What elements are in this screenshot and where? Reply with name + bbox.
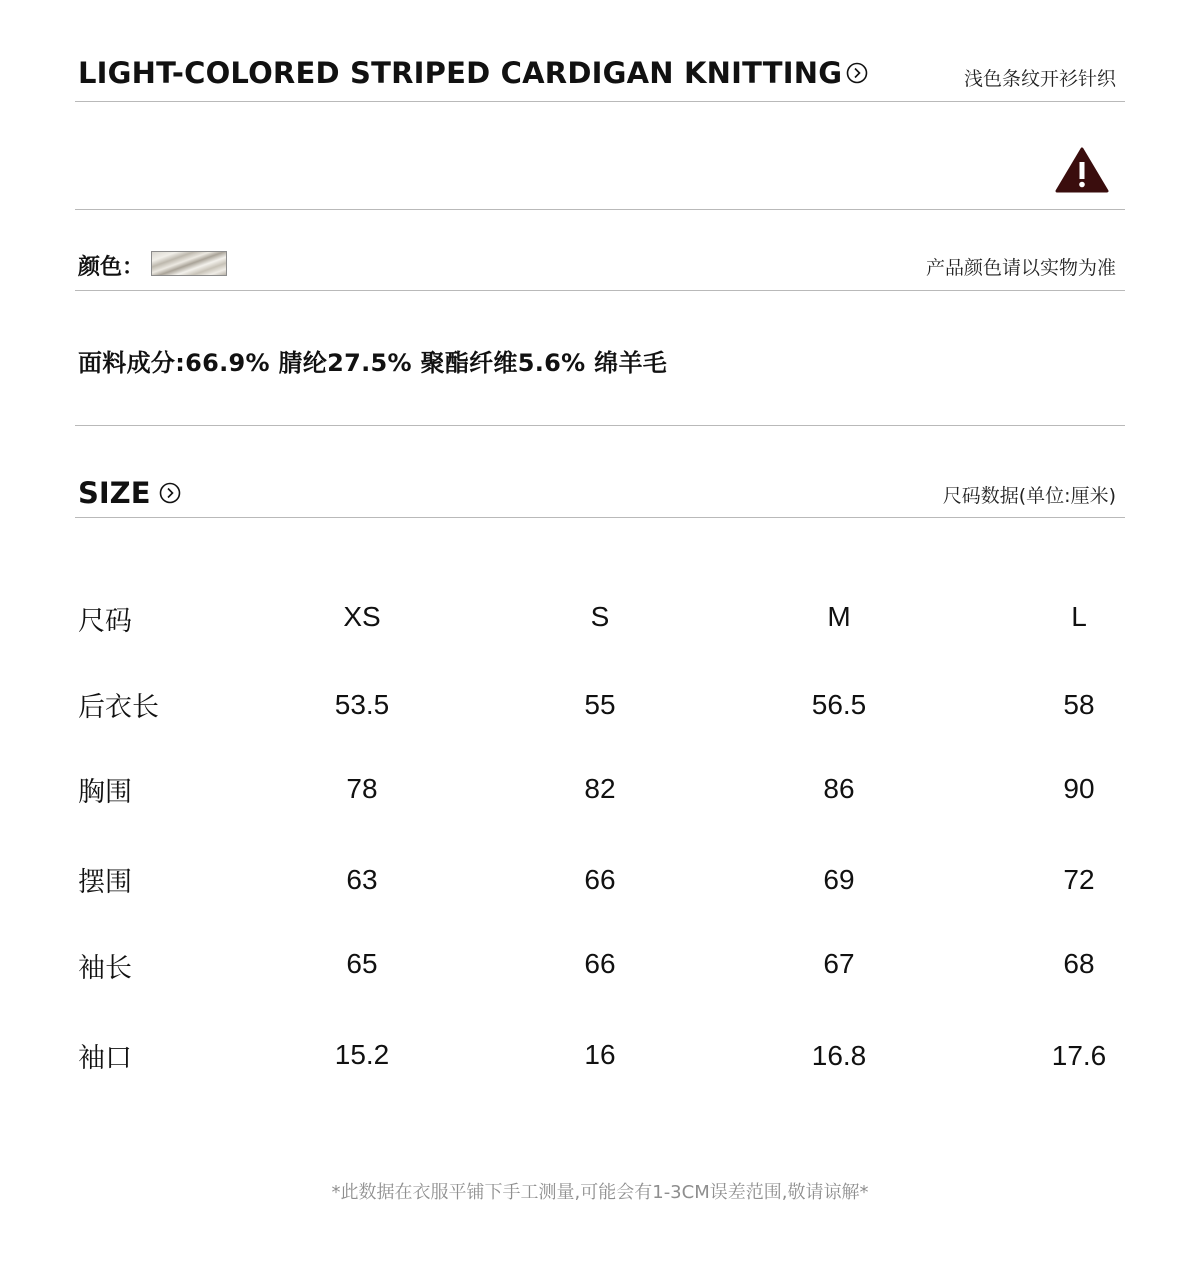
size-header-m: M (827, 601, 851, 632)
page-title (78, 56, 868, 90)
table-cell: 72 (1063, 864, 1095, 895)
size-header-xs: XS (343, 601, 381, 632)
row-label: 胸围 (78, 777, 132, 808)
table-cell: 63 (346, 864, 378, 895)
table-cell: 55 (584, 689, 616, 720)
row-label: 袖长 (78, 953, 132, 984)
color-swatch[interactable] (151, 251, 227, 276)
table-cell: 68 (1063, 948, 1095, 979)
size-title-text: SIZE (78, 476, 151, 510)
table-cell: 82 (584, 773, 616, 804)
table-cell: 56.5 (811, 689, 867, 720)
divider (75, 209, 1125, 210)
table-cell: 16 (584, 1039, 616, 1070)
divider (75, 290, 1125, 291)
size-header-l: L (1071, 601, 1087, 632)
chevron-circle-icon (159, 482, 181, 504)
chevron-circle-icon (846, 62, 868, 84)
table-cell: 90 (1063, 773, 1095, 804)
divider (75, 101, 1125, 102)
table-cell: 15.2 (334, 1039, 390, 1070)
color-label: 颜色： (78, 255, 145, 280)
warning-triangle-icon (1054, 146, 1110, 194)
size-header-label: 尺码 (78, 606, 132, 637)
divider (75, 517, 1125, 518)
table-cell: 66 (584, 948, 616, 979)
fabric-composition: 面料成分:66.9% 腈纶27.5% 聚酯纤维5.6% 绵羊毛 (78, 349, 668, 377)
row-label: 袖口 (78, 1043, 132, 1074)
divider (75, 425, 1125, 426)
table-cell: 53.5 (334, 689, 390, 720)
size-unit-note: 尺码数据(单位:厘米) (942, 485, 1116, 507)
table-cell: 65 (346, 948, 378, 979)
table-cell: 69 (823, 864, 855, 895)
table-cell: 86 (823, 773, 855, 804)
subtitle-cn: 浅色条纹开衫针织 (963, 68, 1116, 90)
table-cell: 67 (823, 948, 855, 979)
table-cell: 16.8 (811, 1040, 867, 1071)
color-note: 产品颜色请以实物为准 (925, 257, 1116, 279)
size-section-title (78, 476, 181, 510)
table-cell: 78 (346, 773, 378, 804)
table-cell: 66 (584, 864, 616, 895)
row-label: 摆围 (78, 867, 132, 898)
footer-note: *此数据在衣服平铺下手工测量,可能会有1-3CM误差范围,敬请谅解* (331, 1182, 869, 1203)
table-cell: 17.6 (1051, 1040, 1107, 1071)
size-header-s: S (590, 601, 610, 632)
table-cell: 58 (1063, 689, 1095, 720)
row-label: 后衣长 (78, 692, 159, 723)
title-text: LIGHT-COLORED STRIPED CARDIGAN KNITTING (78, 56, 843, 90)
